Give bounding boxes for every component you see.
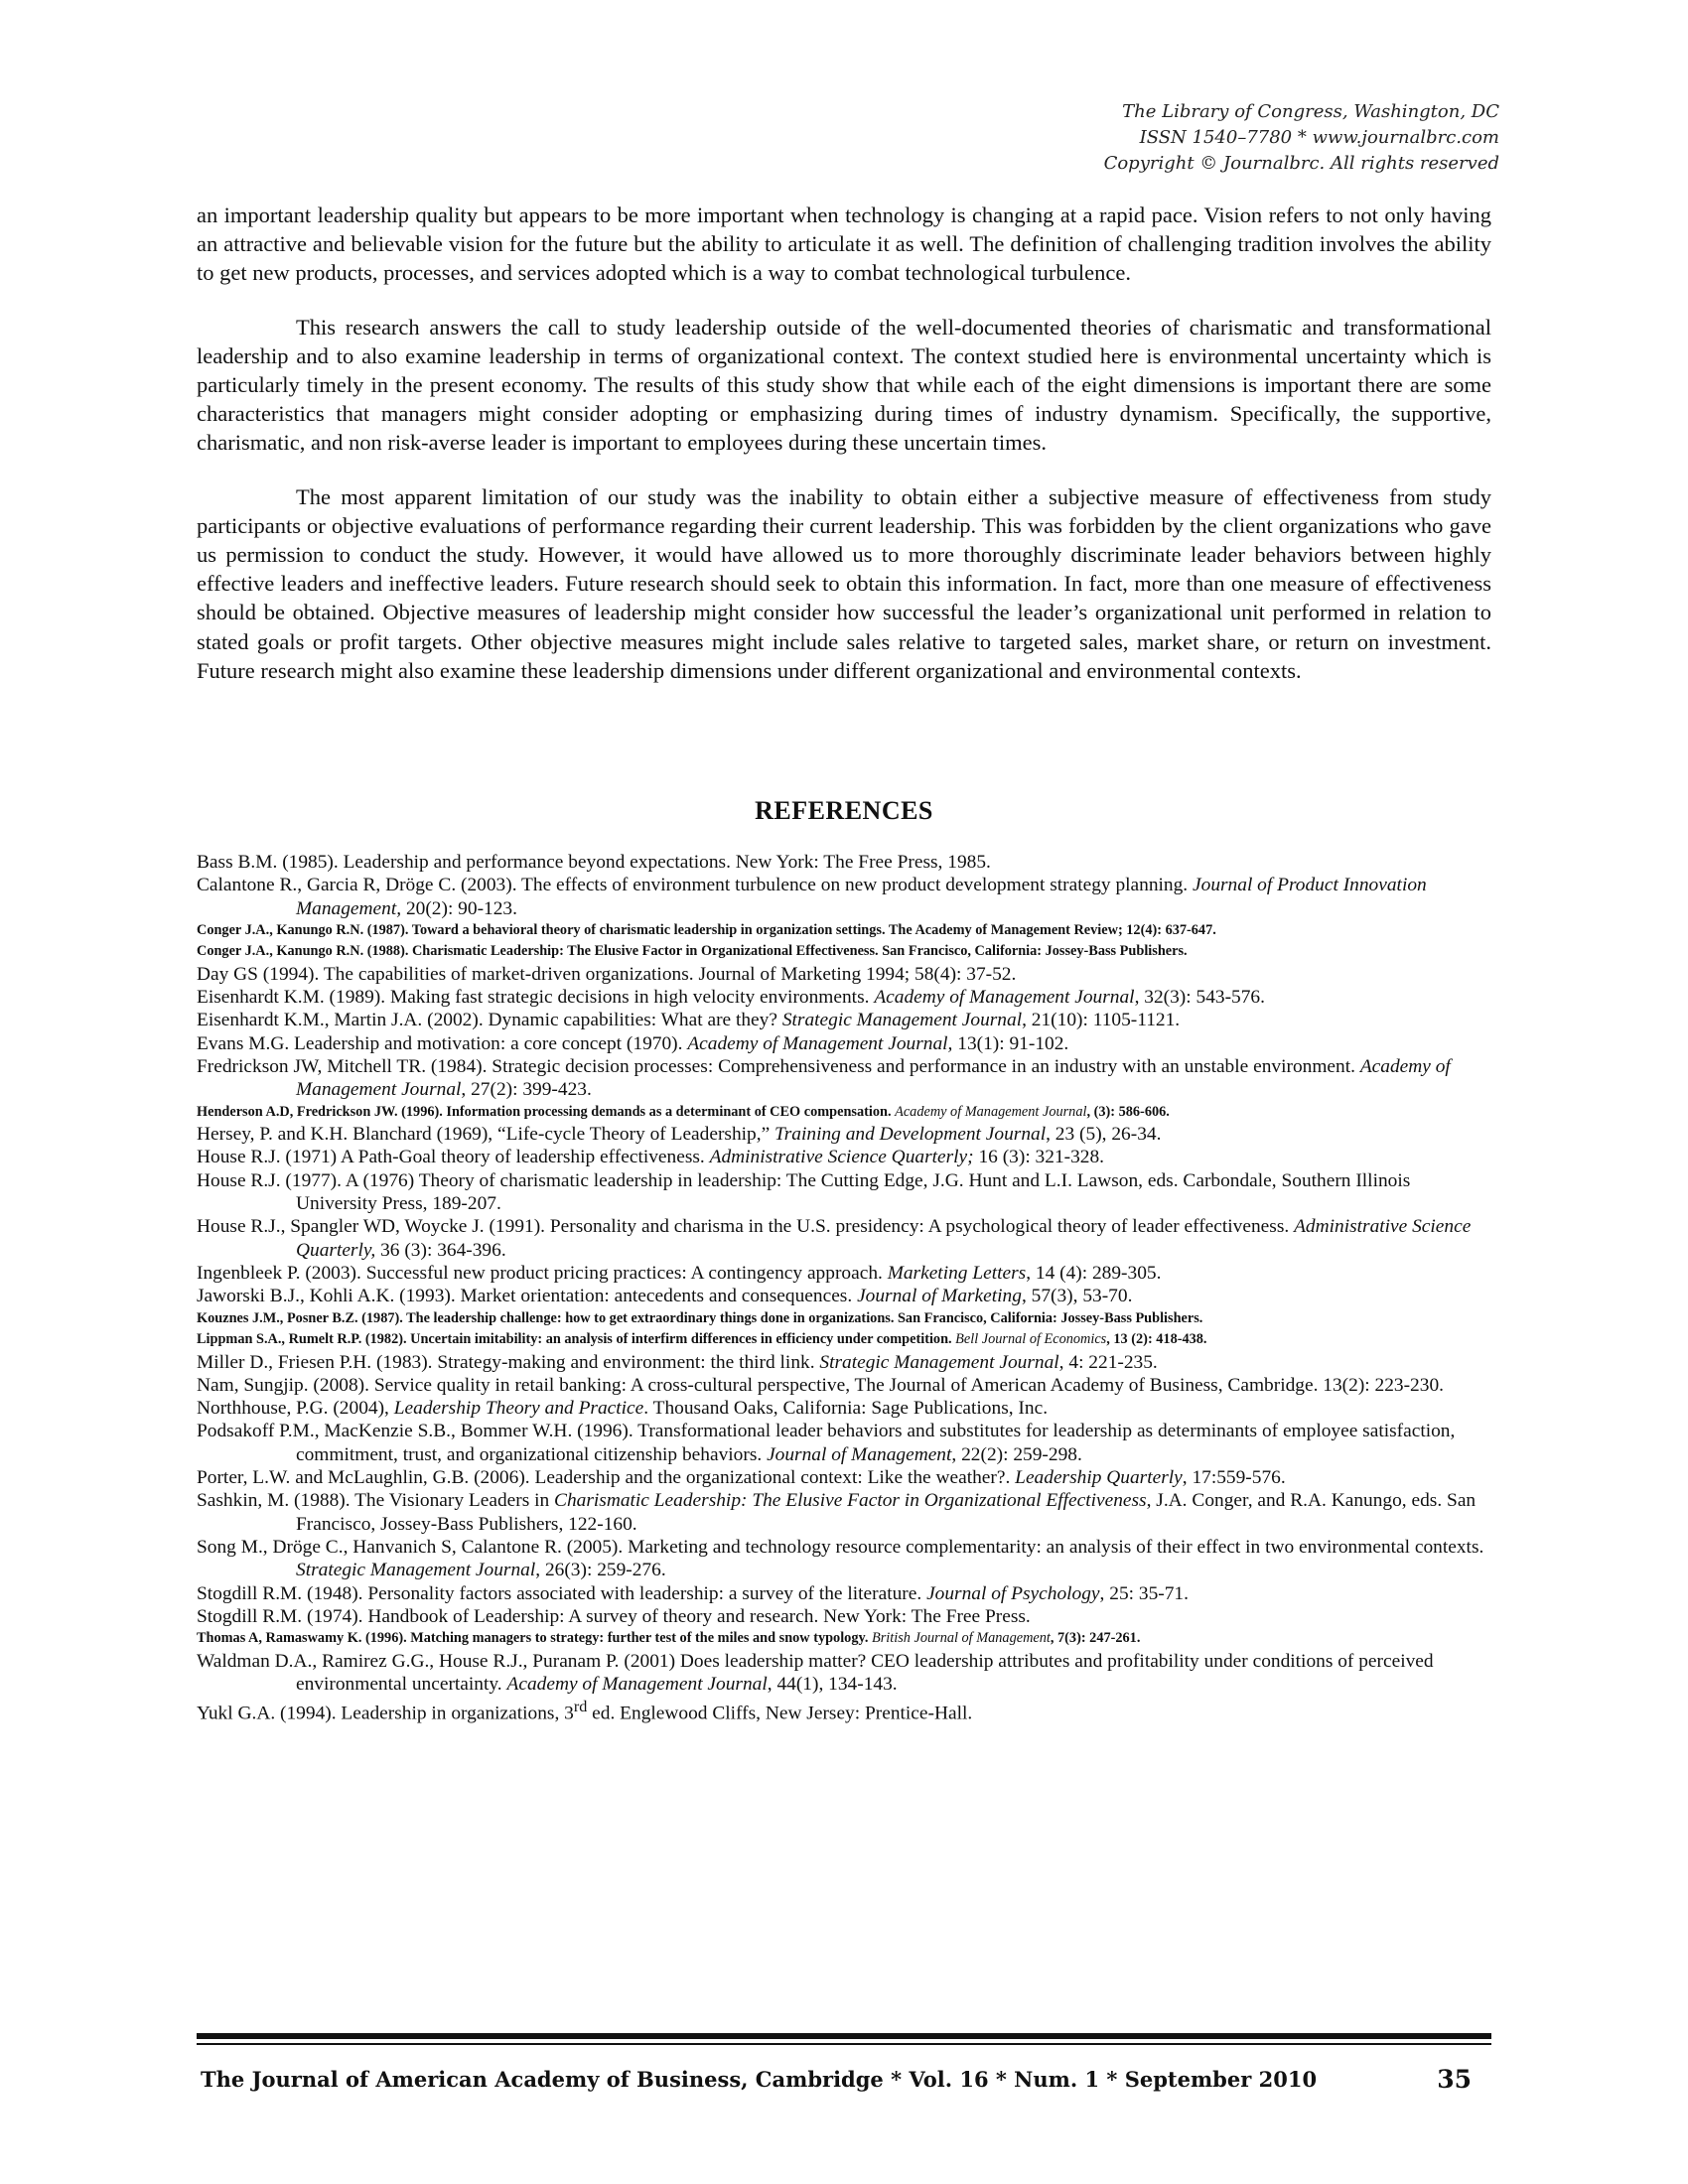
reference-entry bbox=[197, 1650, 1491, 1697]
reference-text-tail: , 21(10): 1105-1121. bbox=[1022, 1010, 1181, 1031]
reference-entry bbox=[197, 1308, 1491, 1330]
reference-journal-title: Training and Development Journal bbox=[774, 1124, 1047, 1146]
reference-journal-title: Strategic Management Journal bbox=[819, 1351, 1059, 1373]
reference-entry bbox=[197, 1055, 1491, 1102]
reference-text: House R.J. (1977). A (1976) Theory of charismatic leadership in leadership: The Cutting Edge, J.G. Hunt and L.I. Lawson, eds. Carbondale, Southern Illinois University Press, 189-207. bbox=[197, 1169, 1411, 1215]
reference-text: Calantone R., Garcia R, Dröge C. (2003). The effects of environment turbulence on new product development strategy planning. bbox=[197, 875, 1194, 896]
reference-text-tail: 13(1): 91-102. bbox=[952, 1032, 1069, 1054]
reference-text: Lippman S.A., Rumelt R.P. (1982). Uncertain imitability: an analysis of interfirm differences in efficiency under competition. bbox=[197, 1331, 956, 1348]
reference-entry bbox=[197, 1123, 1491, 1146]
reference-text-tail: , 44(1), 134-143. bbox=[767, 1673, 898, 1695]
reference-text: Conger J.A., Kanungo R.N. (1988). Charismatic Leadership: The Elusive Factor in Organizational Effectiveness. San Francisco, California: Jossey-Bass Publishers. bbox=[197, 943, 1188, 960]
reference-text-tail: . Thousand Oaks, California: Sage Publications, Inc. bbox=[643, 1398, 1049, 1420]
reference-journal-title: Administrative Science Quarterly, bbox=[296, 1216, 1472, 1261]
reference-text: Day GS (1994). The capabilities of market-driven organizations. Journal of Marketing 1994; 58(4): 37-52. bbox=[197, 963, 1017, 985]
reference-entry bbox=[197, 851, 1491, 874]
reference-journal-title: Academy of Management Journal, bbox=[687, 1032, 953, 1054]
reference-text: Porter, L.W. and McLaughlin, G.B. (2006). Leadership and the organizational context: Like the weather?. bbox=[197, 1467, 1016, 1489]
footer-journal-citation: The Journal of American Academy of Business, Cambridge * Vol. 16 * Num. 1 * September 2010 bbox=[201, 2067, 1318, 2092]
reference-journal-title: British Journal of Management bbox=[871, 1630, 1051, 1647]
reference-entry bbox=[197, 1582, 1491, 1605]
reference-text: Bass B.M. (1985). Leadership and performance beyond expectations. New York: The Free Press, 1985. bbox=[197, 852, 991, 873]
reference-text: Thomas A, Ramaswamy K. (1996). Matching managers to strategy: further test of the miles and snow typology. bbox=[197, 1630, 872, 1647]
reference-entry bbox=[197, 1374, 1491, 1397]
footer-rule-thick bbox=[197, 2033, 1491, 2039]
reference-journal-title: Bell Journal of Economics bbox=[955, 1331, 1107, 1348]
reference-entry bbox=[197, 1696, 1491, 1725]
reference-entry bbox=[197, 1628, 1491, 1650]
reference-journal-title: Journal of Marketing bbox=[857, 1286, 1022, 1307]
reference-entry bbox=[197, 941, 1491, 963]
header-line-issn: ISSN 1540–7780 * www.journalbrc.com bbox=[1139, 127, 1499, 148]
reference-text: Stogdill R.M. (1948). Personality factors associated with leadership: a survey of the literature. bbox=[197, 1582, 927, 1604]
reference-text-tail: , 32(3): 543-576. bbox=[1134, 987, 1265, 1009]
reference-text-tail: , (3): 586-606. bbox=[1086, 1103, 1170, 1120]
reference-text: Waldman D.A., Ramirez G.G., House R.J., Puranam P. (2001) Does leadership matter? CEO leadership attributes and profitability under conditions of perceived environmental uncertainty. bbox=[197, 1650, 1434, 1695]
reference-text: Eisenhardt K.M. (1989). Making fast strategic decisions in high velocity environments. bbox=[197, 987, 875, 1009]
reference-text: Hersey, P. and K.H. Blanchard (1969), “Life-cycle Theory of Leadership,” bbox=[197, 1124, 775, 1146]
reference-text: Ingenbleek P. (2003). Successful new product pricing practices: A contingency approach. bbox=[197, 1262, 888, 1284]
page-number: 35 bbox=[1437, 2065, 1472, 2094]
reference-text: House R.J. (1971) A Path-Goal theory of leadership effectiveness. bbox=[197, 1147, 710, 1168]
reference-journal-title: Academy of Management Journal bbox=[296, 1056, 1451, 1101]
reference-text-tail: , 25: 35-71. bbox=[1099, 1582, 1189, 1604]
reference-text: Eisenhardt K.M., Martin J.A. (2002). Dynamic capabilities: What are they? bbox=[197, 1010, 782, 1031]
reference-entry bbox=[197, 1536, 1491, 1582]
reference-text-tail: 36 (3): 364-396. bbox=[375, 1239, 506, 1261]
reference-entry bbox=[197, 1329, 1491, 1351]
paragraph: This research answers the call to study leadership outside of the well-documented theories of charismatic and transformational leadership and to also examine leadership in terms of organizational context. The context studied here is environmental uncertainty which is particularly timely in the present economy. The results of this study show that while each of the eight dimensions is important there are some characteristics that managers might consider adopting or emphasizing during times of industry dynamism. Specifically, the supportive, charismatic, and non risk-averse leader is important to employees during these uncertain times. bbox=[197, 314, 1491, 456]
reference-text-tail: , 57(3), 53-70. bbox=[1021, 1286, 1133, 1307]
reference-journal-title: Marketing Letters bbox=[887, 1262, 1027, 1284]
reference-text-tail: , 13 (2): 418-438. bbox=[1106, 1331, 1207, 1348]
footer-rule-thin bbox=[197, 2043, 1491, 2045]
reference-entry bbox=[197, 1215, 1491, 1262]
reference-text: Northhouse, P.G. (2004), bbox=[197, 1398, 394, 1420]
reference-text-tail: 16 (3): 321-328. bbox=[973, 1147, 1105, 1168]
page-header bbox=[1104, 99, 1499, 177]
reference-text: Fredrickson JW, Mitchell TR. (1984). Strategic decision processes: Comprehensiveness and performance in an industry with an unstable environment. bbox=[197, 1056, 1360, 1078]
reference-text-tail: , 27(2): 399-423. bbox=[461, 1079, 592, 1101]
reference-entry bbox=[197, 986, 1491, 1009]
reference-superscript: rd bbox=[573, 1699, 588, 1716]
reference-entry bbox=[197, 1397, 1491, 1420]
reference-journal-title: Journal of Management bbox=[767, 1443, 952, 1465]
reference-text: Miller D., Friesen P.H. (1983). Strategy-making and environment: the third link. bbox=[197, 1351, 820, 1373]
reference-text: Podsakoff P.M., MacKenzie S.B., Bommer W.H. (1996). Transformational leader behaviors and substitutes for leadership as determinants of employee satisfaction, commitment, trust, and organizational citizenship behaviors. bbox=[197, 1421, 1456, 1465]
reference-text: Yukl G.A. (1994). Leadership in organizations, 3 bbox=[197, 1703, 574, 1724]
reference-journal-title: Journal of Product Innovation Management, bbox=[296, 875, 1427, 919]
reference-entry bbox=[197, 874, 1491, 920]
reference-entry bbox=[197, 963, 1491, 986]
reference-journal-title: Journal of Psychology bbox=[926, 1582, 1100, 1604]
reference-text-tail: ed. Englewood Cliffs, New Jersey: Prentice-Hall. bbox=[587, 1703, 973, 1724]
reference-entry bbox=[197, 1605, 1491, 1628]
reference-journal-title: Charismatic Leadership: The Elusive Factor in Organizational Effectiveness bbox=[554, 1490, 1147, 1512]
reference-journal-title: Academy of Management Journal bbox=[895, 1103, 1087, 1120]
reference-text: Evans M.G. Leadership and motivation: a core concept (1970). bbox=[197, 1032, 688, 1054]
reference-entry bbox=[197, 920, 1491, 942]
paragraph: The most apparent limitation of our study was the inability to obtain either a subjective measure of effectiveness from study participants or objective evaluations of performance regarding their current leadership. This was forbidden by the client organizations who gave us permission to conduct the study. However, it would have allowed us to more thoroughly discriminate leader behaviors between highly effective leaders and ineffective leaders. Future research should seek to obtain this information. In fact, more than one measure of effectiveness should be obtained. Objective measures of leadership might consider how successful the leader’s organizational unit performed in relation to stated goals or profit targets. Other objective measures might include sales relative to targeted sales, market share, or return on investment. Future research might also examine these leadership dimensions under different organizational and environmental contexts. bbox=[197, 483, 1491, 683]
reference-entry bbox=[197, 1102, 1491, 1124]
reference-text: Sashkin, M. (1988). The Visionary Leaders in bbox=[197, 1490, 555, 1512]
reference-text-tail: , 23 (5), 26-34. bbox=[1046, 1124, 1162, 1146]
reference-journal-title: Leadership Quarterly bbox=[1015, 1467, 1183, 1489]
body-text bbox=[197, 201, 1491, 710]
reference-journal-title: Strategic Management Journal bbox=[296, 1560, 536, 1581]
reference-journal-title: Strategic Management Journal bbox=[781, 1010, 1023, 1031]
reference-text: Jaworski B.J., Kohli A.K. (1993). Market orientation: antecedents and consequences. bbox=[197, 1286, 858, 1307]
reference-entry bbox=[197, 1146, 1491, 1168]
reference-journal-title: Academy of Management Journal bbox=[506, 1673, 768, 1695]
reference-entry bbox=[197, 1262, 1491, 1285]
reference-text: Nam, Sungjip. (2008). Service quality in retail banking: A cross-cultural perspective, The Journal of American Academy of Business, Cambridge. 13(2): 223-230. bbox=[197, 1374, 1444, 1396]
reference-text: Song M., Dröge C., Hanvanich S, Calantone R. (2005). Marketing and technology resource complementarity: an analysis of their effect in two environmental contexts. bbox=[197, 1536, 1484, 1558]
reference-text: Kouznes J.M., Posner B.Z. (1987). The leadership challenge: how to get extraordinary things done in organizations. San Francisco, California: Jossey-Bass Publishers. bbox=[197, 1309, 1203, 1326]
reference-text-tail: 20(2): 90-123. bbox=[401, 897, 517, 919]
reference-entry bbox=[197, 1420, 1491, 1466]
reference-text-tail: , 7(3): 247-261. bbox=[1050, 1630, 1141, 1647]
header-line-library: The Library of Congress, Washington, DC bbox=[1122, 101, 1499, 122]
reference-text: Henderson A.D, Fredrickson JW. (1996). Information processing demands as a determinant of CEO compensation. bbox=[197, 1103, 896, 1120]
reference-entry bbox=[197, 1032, 1491, 1055]
reference-entry bbox=[197, 1009, 1491, 1031]
references-heading: REFERENCES bbox=[755, 796, 933, 825]
reference-text-tail: , J.A. Conger, and R.A. Kanungo, eds. San Francisco, Jossey-Bass Publishers, 122-160. bbox=[296, 1490, 1477, 1535]
reference-entry bbox=[197, 1285, 1491, 1307]
reference-journal-title: Academy of Management Journal bbox=[874, 987, 1135, 1009]
reference-list bbox=[197, 851, 1491, 1725]
reference-entry bbox=[197, 1466, 1491, 1489]
reference-text: Stogdill R.M. (1974). Handbook of Leadership: A survey of theory and research. New York: The Free Press. bbox=[197, 1605, 1031, 1627]
reference-entry bbox=[197, 1351, 1491, 1374]
reference-journal-title: Administrative Science Quarterly; bbox=[709, 1147, 974, 1168]
reference-entry bbox=[197, 1169, 1491, 1216]
reference-text: Conger J.A., Kanungo R.N. (1987). Toward a behavioral theory of charismatic leadership in organization settings. The Academy of Management Review; 12(4): 637-647. bbox=[197, 921, 1216, 938]
reference-journal-title: Leadership Theory and Practice bbox=[393, 1398, 644, 1420]
reference-entry bbox=[197, 1489, 1491, 1536]
reference-text: House R.J., Spangler WD, Woycke J. (1991). Personality and charisma in the U.S. presidency: A psychological theory of leader effectiveness. bbox=[197, 1216, 1295, 1238]
paragraph: an important leadership quality but appears to be more important when technology is changing at a rapid pace. Vision refers to not only having an attractive and believable vision for the future but the ability to articulate it as well. The definition of challenging tradition involves the ability to get new products, processes, and services adopted which is a way to combat technological turbulence. bbox=[197, 203, 1491, 286]
reference-text-tail: , 26(3): 259-276. bbox=[535, 1560, 666, 1581]
header-line-copyright: Copyright © Journalbrc. All rights reserved bbox=[1103, 153, 1499, 174]
reference-text-tail: , 14 (4): 289-305. bbox=[1026, 1262, 1162, 1284]
reference-text-tail: , 4: 221-235. bbox=[1058, 1351, 1158, 1373]
reference-text-tail: , 17:559-576. bbox=[1182, 1467, 1286, 1489]
reference-text-tail: , 22(2): 259-298. bbox=[951, 1443, 1082, 1465]
